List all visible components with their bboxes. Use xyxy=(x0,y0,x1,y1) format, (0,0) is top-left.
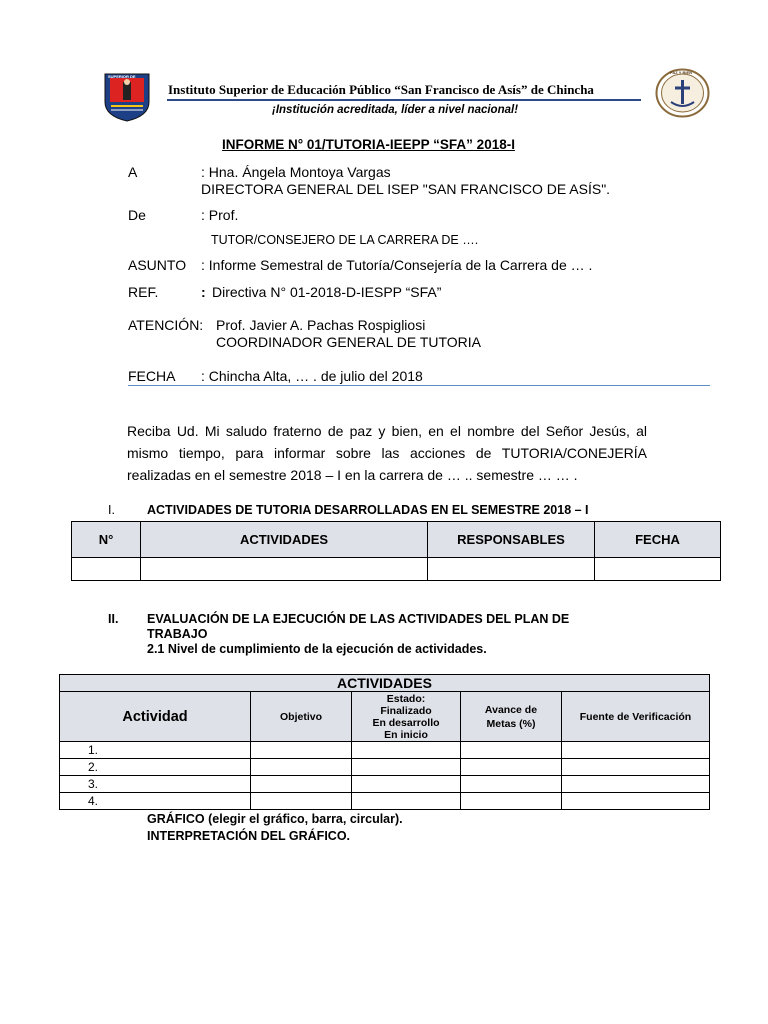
table-row xyxy=(72,558,721,581)
activities-table-header xyxy=(72,522,721,558)
col-actividades: ACTIVIDADES xyxy=(141,522,428,558)
table-cell xyxy=(251,742,352,759)
field-de-value: : Prof. xyxy=(201,207,239,223)
table-row xyxy=(60,759,710,776)
table-row xyxy=(60,742,710,759)
table-cell xyxy=(251,793,352,810)
table-cell xyxy=(251,759,352,776)
row-number: 1. xyxy=(60,742,251,759)
table-cell xyxy=(352,793,461,810)
estado-line: Estado: xyxy=(386,692,426,705)
field-a-value: : Hna. Ángela Montoya Vargas xyxy=(201,164,391,180)
table-cell xyxy=(72,558,141,581)
table-cell xyxy=(461,776,562,793)
field-fecha-label: FECHA xyxy=(128,368,176,384)
section-2-title: EVALUACIÓN DE LA EJECUCIÓN DE LAS ACTIVIDADES DEL PLAN DE xyxy=(147,612,570,626)
table-cell xyxy=(461,742,562,759)
section-1-number: I. xyxy=(108,503,115,517)
col-objetivo: Objetivo xyxy=(251,692,352,742)
section-2-title-line2: TRABAJO xyxy=(147,627,208,641)
field-atencion-label: ATENCIÓN: xyxy=(128,317,204,333)
table-cell xyxy=(352,759,461,776)
field-de-label: De xyxy=(128,207,146,223)
table-cell xyxy=(352,776,461,793)
col-fecha: FECHA xyxy=(595,522,721,558)
table-cell xyxy=(461,759,562,776)
field-a-label: A xyxy=(128,164,138,180)
row-number: 2. xyxy=(60,759,251,776)
table-cell xyxy=(595,558,721,581)
activities-table xyxy=(71,521,721,581)
field-asunto-label: ASUNTO xyxy=(128,257,187,273)
estado-line: En desarrollo xyxy=(372,716,440,729)
table-cell xyxy=(461,793,562,810)
col-fuente: Fuente de Verificación xyxy=(562,692,710,742)
institution-shield-logo xyxy=(103,72,151,122)
table-row xyxy=(60,793,710,810)
right-logo-caption: PAZ Y BIEN xyxy=(670,70,693,75)
estado-line: En inicio xyxy=(384,728,428,741)
institution-name: Instituto Superior de Educación Público “San Francisco de Asís” de Chincha xyxy=(168,82,594,97)
row-number: 3. xyxy=(60,776,251,793)
table-row xyxy=(60,776,710,793)
col-actividad: Actividad xyxy=(60,692,251,742)
field-atencion-value-line2: COORDINADOR GENERAL DE TUTORIA xyxy=(216,334,482,350)
field-asunto-value: : Informe Semestral de Tutoría/Consejería de la Carrera de … . xyxy=(201,257,593,273)
table-cell xyxy=(428,558,595,581)
avance-line: Metas (%) xyxy=(486,717,536,730)
interpretacion-heading: INTERPRETACIÓN DEL GRÁFICO. xyxy=(147,829,351,843)
field-fecha-value: : Chincha Alta, … . de julio del 2018 xyxy=(201,368,423,384)
field-ref-value: Directiva N° 01-2018-D-IESPP “SFA” xyxy=(212,284,442,300)
avance-line: Avance de xyxy=(484,703,538,716)
field-ref-label: REF. xyxy=(128,284,159,300)
field-ref-colon: : xyxy=(201,284,206,300)
section-2-number: II. xyxy=(108,612,119,626)
evaluation-table xyxy=(59,674,710,810)
evaluation-table-title: ACTIVIDADES xyxy=(60,675,710,692)
table-cell xyxy=(251,776,352,793)
paz-y-bien-seal-logo xyxy=(655,68,710,118)
intro-paragraph: Reciba Ud. Mi saludo fraterno de paz y bien, en el nombre del Señor Jesús, al mismo tiempo, para informar sobre las acciones de TUTORIA/CONEJERÍA realizadas en el semestre 2018 – I en la carrera de … .. semestre … … . xyxy=(127,423,647,483)
col-estado xyxy=(352,692,461,742)
header-divider xyxy=(167,99,641,101)
table-cell xyxy=(562,776,710,793)
table-cell xyxy=(562,793,710,810)
grafico-instruction: GRÁFICO (elegir el gráfico, barra, circular). xyxy=(147,812,403,826)
institution-slogan: ¡Institución acreditada, líder a nivel nacional! xyxy=(272,104,519,116)
table-cell xyxy=(141,558,428,581)
col-avance xyxy=(461,692,562,742)
fecha-underline xyxy=(128,385,710,386)
field-a-value-line2: DIRECTORA GENERAL DEL ISEP "SAN FRANCISCO DE ASÍS". xyxy=(201,181,611,197)
col-responsables: RESPONSABLES xyxy=(428,522,595,558)
section-1-title: ACTIVIDADES DE TUTORIA DESARROLLADAS EN EL SEMESTRE 2018 – I xyxy=(147,503,589,517)
section-2-subtitle: 2.1 Nivel de cumplimiento de la ejecución de actividades. xyxy=(147,642,487,656)
col-numero: N° xyxy=(72,522,141,558)
table-cell xyxy=(562,759,710,776)
table-cell xyxy=(562,742,710,759)
report-title: INFORME N° 01/TUTORIA-IEEPP “SFA” 2018-I xyxy=(222,137,515,152)
row-number: 4. xyxy=(60,793,251,810)
field-atencion-value: Prof. Javier A. Pachas Rospigliosi xyxy=(216,317,426,333)
field-de-value-line2: TUTOR/CONSEJERO DE LA CARRERA DE …. xyxy=(211,233,479,247)
table-cell xyxy=(352,742,461,759)
estado-line: Finalizado xyxy=(380,704,432,717)
left-logo-caption: SUPERIOR DE xyxy=(108,74,136,79)
